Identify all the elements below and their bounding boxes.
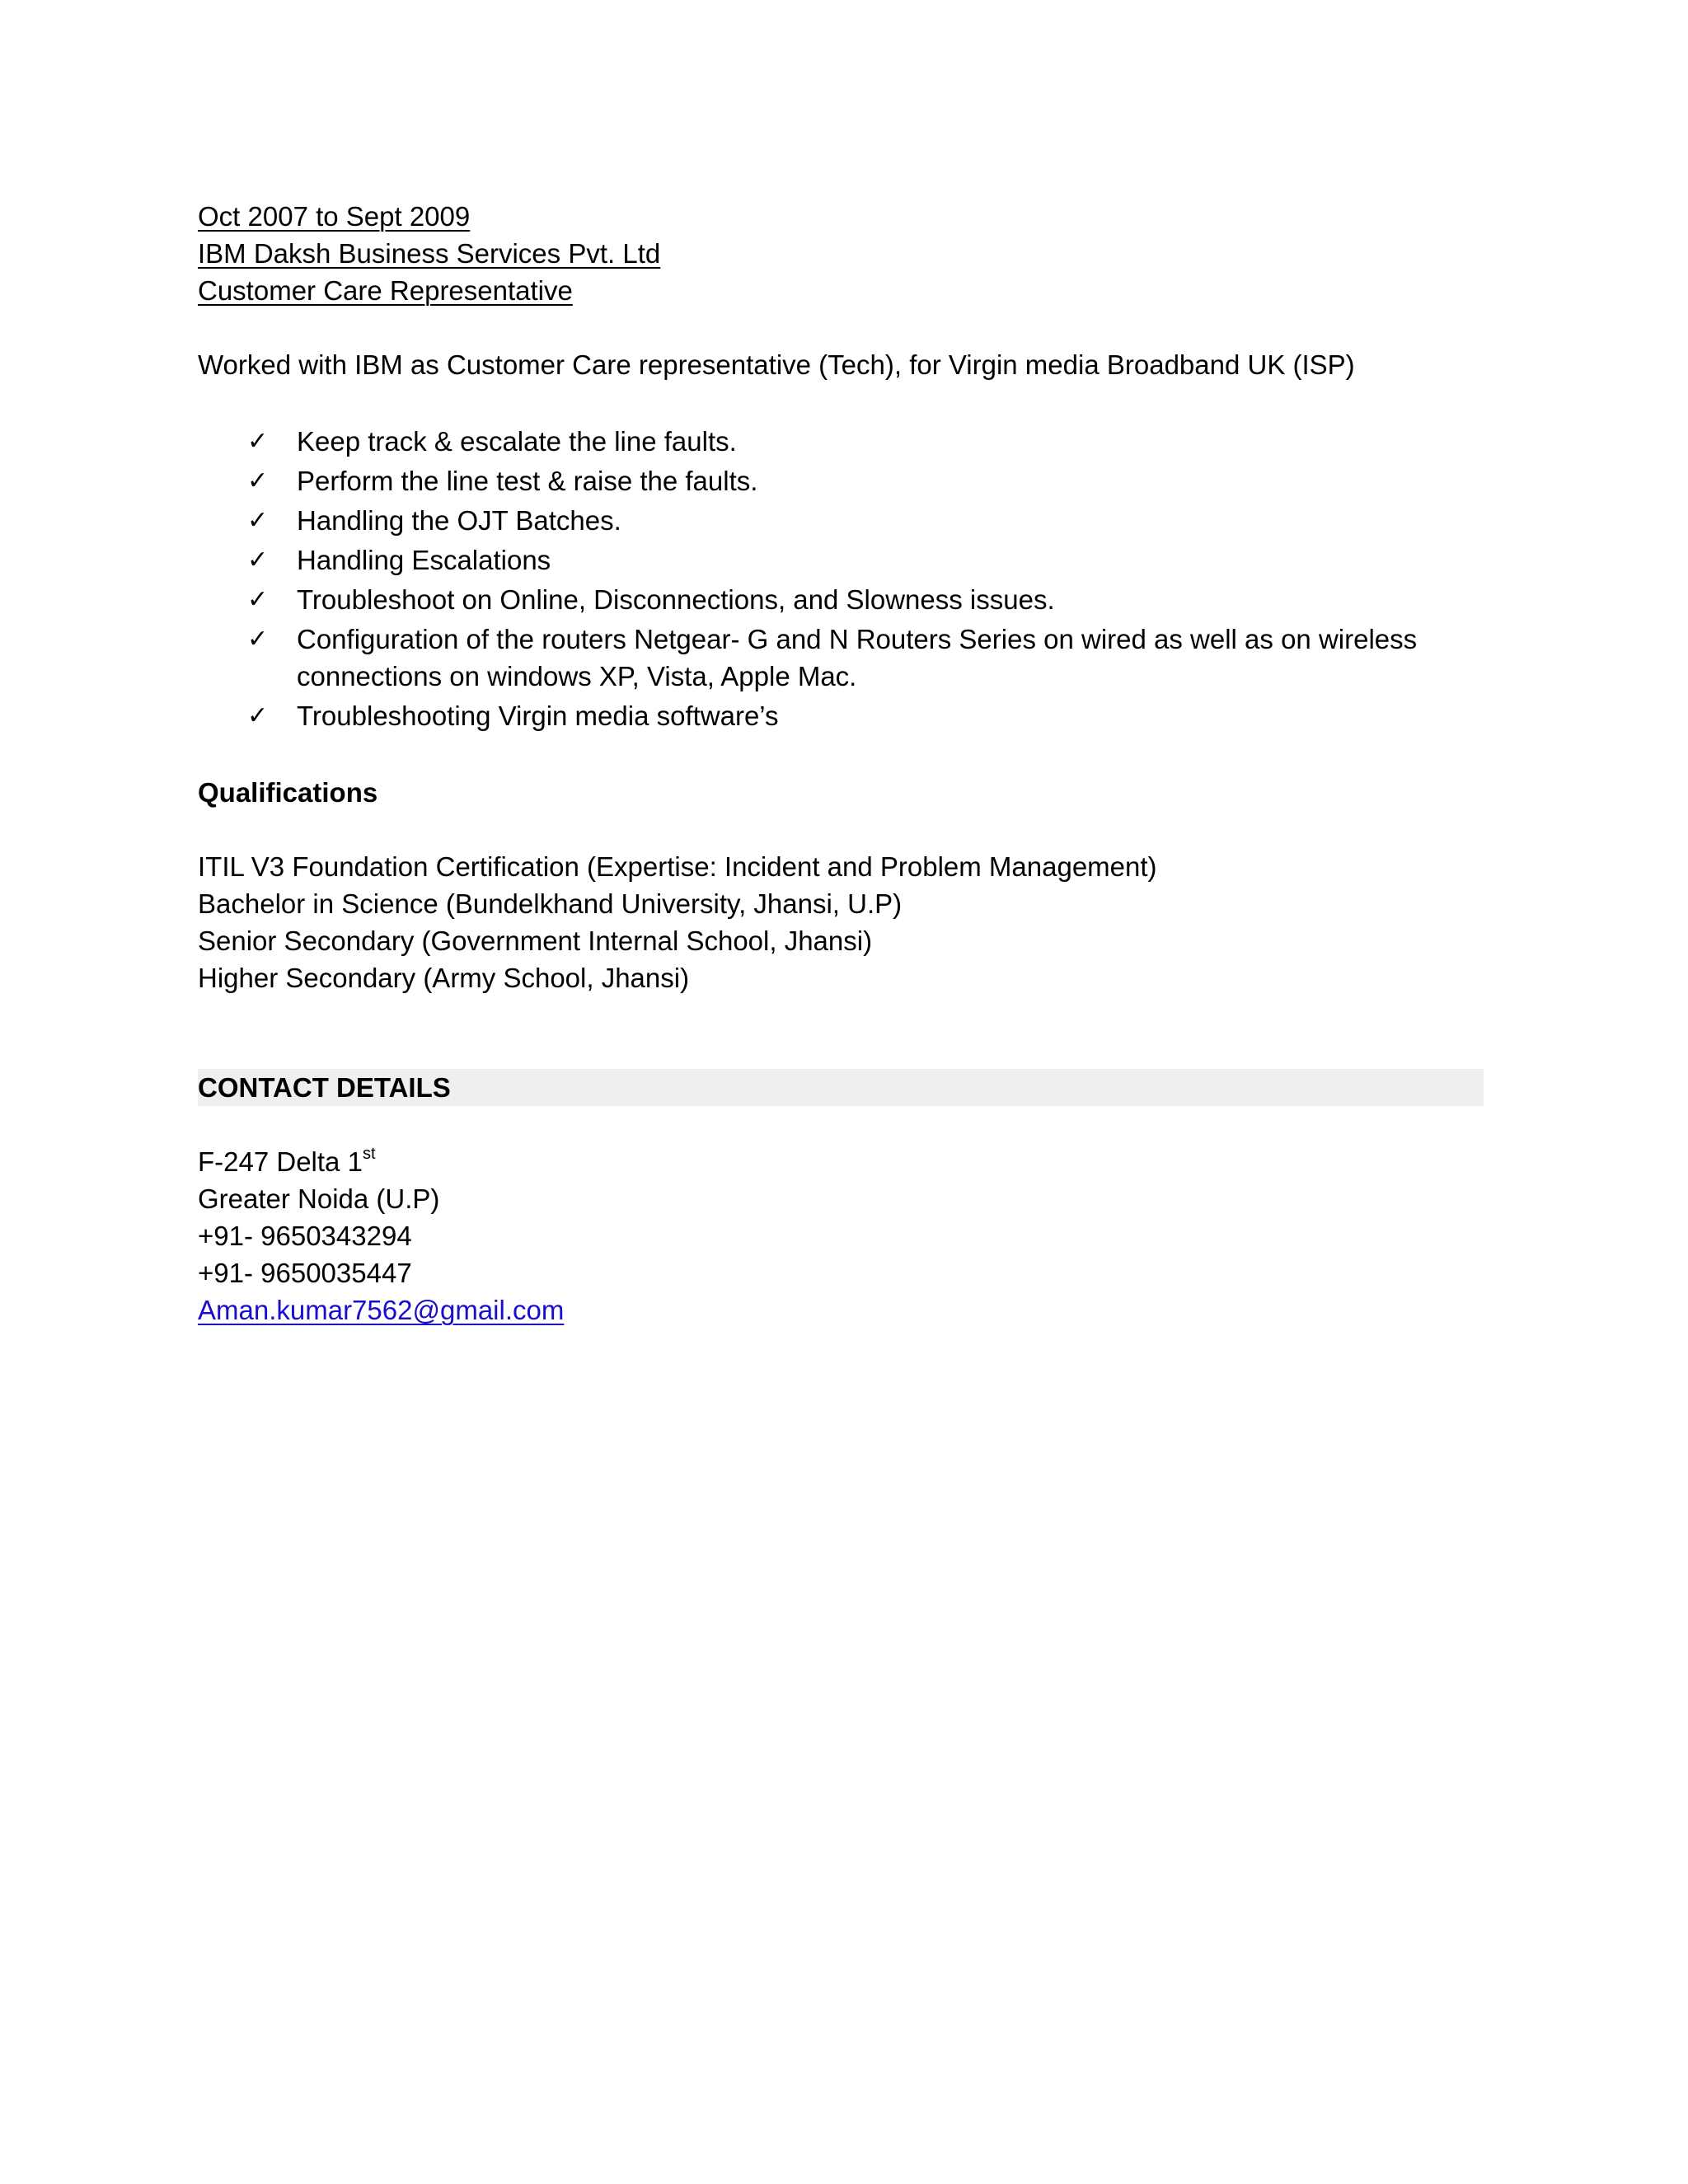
spacer [198, 996, 1484, 1069]
address-text: F-247 Delta 1 [198, 1146, 363, 1177]
qualifications-heading: Qualifications [198, 777, 378, 808]
resume-page [198, 198, 1484, 1329]
qualification-item: ITIL V3 Foundation Certification (Expertise: Incident and Problem Management) [198, 851, 1157, 882]
list-item-text: Configuration of the routers Netgear- G and N Routers Series on wired as well as on wireless connections on windows XP, Vista, Apple Mac. [297, 624, 1418, 691]
checkmark-icon: ✓ [247, 546, 269, 574]
experience-summary: Worked with IBM as Customer Care representative (Tech), for Virgin media Broadband UK (ISP) [198, 349, 1355, 380]
checkmark-icon: ✓ [247, 585, 269, 614]
list-item [198, 621, 1484, 695]
phone-number: +91- 9650343294 [198, 1221, 412, 1251]
responsibilities-list [198, 423, 1484, 734]
address-line-2: Greater Noida (U.P) [198, 1183, 440, 1214]
checkmark-icon: ✓ [247, 427, 269, 456]
list-item-text: Troubleshooting Virgin media software’s [297, 701, 779, 731]
list-item-text: Handling the OJT Batches. [297, 505, 621, 536]
checkmark-icon: ✓ [247, 506, 269, 535]
list-item [198, 581, 1484, 618]
list-item-text: Keep track & escalate the line faults. [297, 426, 737, 457]
spacer [198, 383, 1484, 423]
ordinal-suffix: st [362, 1145, 376, 1163]
spacer [198, 309, 1484, 346]
qualification-item: Higher Secondary (Army School, Jhansi) [198, 963, 690, 993]
list-item [198, 697, 1484, 734]
experience-role: Customer Care Representative [198, 275, 573, 306]
spacer [198, 811, 1484, 848]
phone-number: +91- 9650035447 [198, 1258, 412, 1288]
qualification-item: Bachelor in Science (Bundelkhand University, Jhansi, U.P) [198, 888, 903, 919]
list-item [198, 502, 1484, 539]
email-link[interactable]: Aman.kumar7562@gmail.com [198, 1295, 565, 1325]
spacer [198, 737, 1484, 774]
contact-heading: CONTACT DETAILS [198, 1069, 1484, 1106]
list-item-text: Handling Escalations [297, 545, 551, 575]
spacer [198, 1106, 1484, 1143]
checkmark-icon: ✓ [247, 701, 269, 730]
address-line-1 [198, 1143, 1484, 1180]
experience-company: IBM Daksh Business Services Pvt. Ltd [198, 238, 661, 269]
checkmark-icon: ✓ [247, 625, 269, 654]
list-item-text: Perform the line test & raise the faults. [297, 466, 758, 496]
list-item [198, 541, 1484, 579]
experience-period: Oct 2007 to Sept 2009 [198, 201, 471, 232]
list-item-text: Troubleshoot on Online, Disconnections, and Slowness issues. [297, 584, 1055, 615]
qualification-item: Senior Secondary (Government Internal School, Jhansi) [198, 926, 873, 956]
list-item [198, 462, 1484, 499]
list-item [198, 423, 1484, 460]
checkmark-icon: ✓ [247, 466, 269, 495]
